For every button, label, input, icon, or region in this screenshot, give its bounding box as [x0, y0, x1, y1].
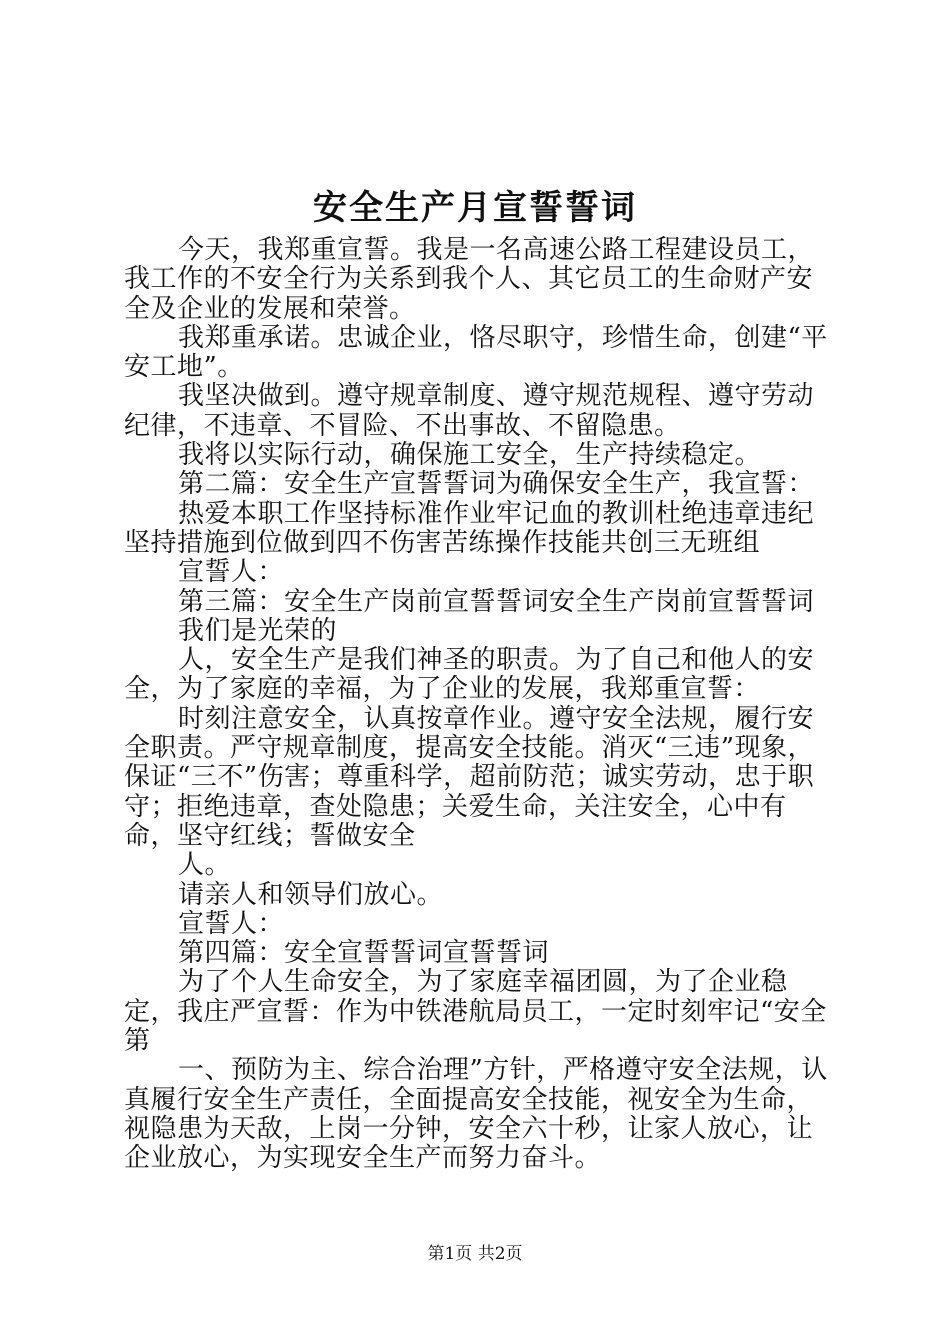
paragraph: 我将以实际行动，确保施工安全，生产持续稳定。	[178, 440, 762, 471]
paragraph: 第二篇：安全生产宣誓誓词为确保安全生产，我宣誓：	[178, 469, 815, 500]
paragraph: 时刻注意安全，认真按章作业。遵守安全法规，履行安全职责。严守规章制度，提高安全技能。消灭“三违”现象，保证“三不”伤害；尊重科学，超前防范；诚实劳动，忠于职守；拒绝违章，查处隐患；关爱生命，关注安全，心中有命，坚守红线；誓做安全	[124, 703, 815, 851]
paragraph: 人，安全生产是我们神圣的职责。为了自己和他人的安全，为了家庭的幸福，为了企业的发展，我郑重宣誓：	[124, 645, 815, 705]
paragraph: 我们是光荣的	[178, 615, 338, 646]
document-body	[124, 236, 834, 1174]
paragraph: 人。	[178, 850, 232, 881]
paragraph: 一、预防为主、综合治理”方针，严格遵守安全法规，认真履行安全生产责任，全面提高安全技能，视安全为生命，视隐患为天敌，上岗一分钟，安全六十秒，让家人放心，让企业放心，为实现安全生产而努力奋斗。	[124, 1055, 828, 1174]
paragraph: 第四篇：安全宣誓誓词宣誓誓词	[178, 938, 550, 969]
document-title: 安全生产月宣誓誓词	[313, 188, 637, 228]
paragraph: 宣誓人：	[178, 557, 285, 588]
paragraph: 我郑重承诺。忠诚企业，恪尽职守，珍惜生命，创建“平安工地”。	[124, 322, 828, 383]
paragraph: 第三篇：安全生产岗前宣誓誓词安全生产岗前宣誓誓词	[178, 586, 815, 617]
paragraph: 我坚决做到。遵守规章制度、遵守规范规程、遵守劳动纪律，不违章、不冒险、不出事故、不留隐患。	[124, 381, 815, 441]
paragraph: 今天，我郑重宣誓。我是一名高速公路工程建设员工，我工作的不安全行为关系到我个人、其它员工的生命财产安全及企业的发展和荣誉。	[124, 235, 815, 324]
paragraph: 请亲人和领导们放心。	[178, 879, 444, 910]
paragraph: 宣誓人：	[178, 908, 285, 939]
paragraph: 热爱本职工作坚持标准作业牢记血的教训杜绝违章违纪坚持措施到位做到四不伤害苦练操作技能共创三无班组	[124, 498, 815, 558]
page-footer: 第1页 共2页	[427, 1244, 523, 1264]
paragraph: 为了个人生命安全，为了家庭幸福团圆，为了企业稳定，我庄严宣誓：作为中铁港航局员工，一定时刻牢记“安全第	[124, 967, 827, 1057]
